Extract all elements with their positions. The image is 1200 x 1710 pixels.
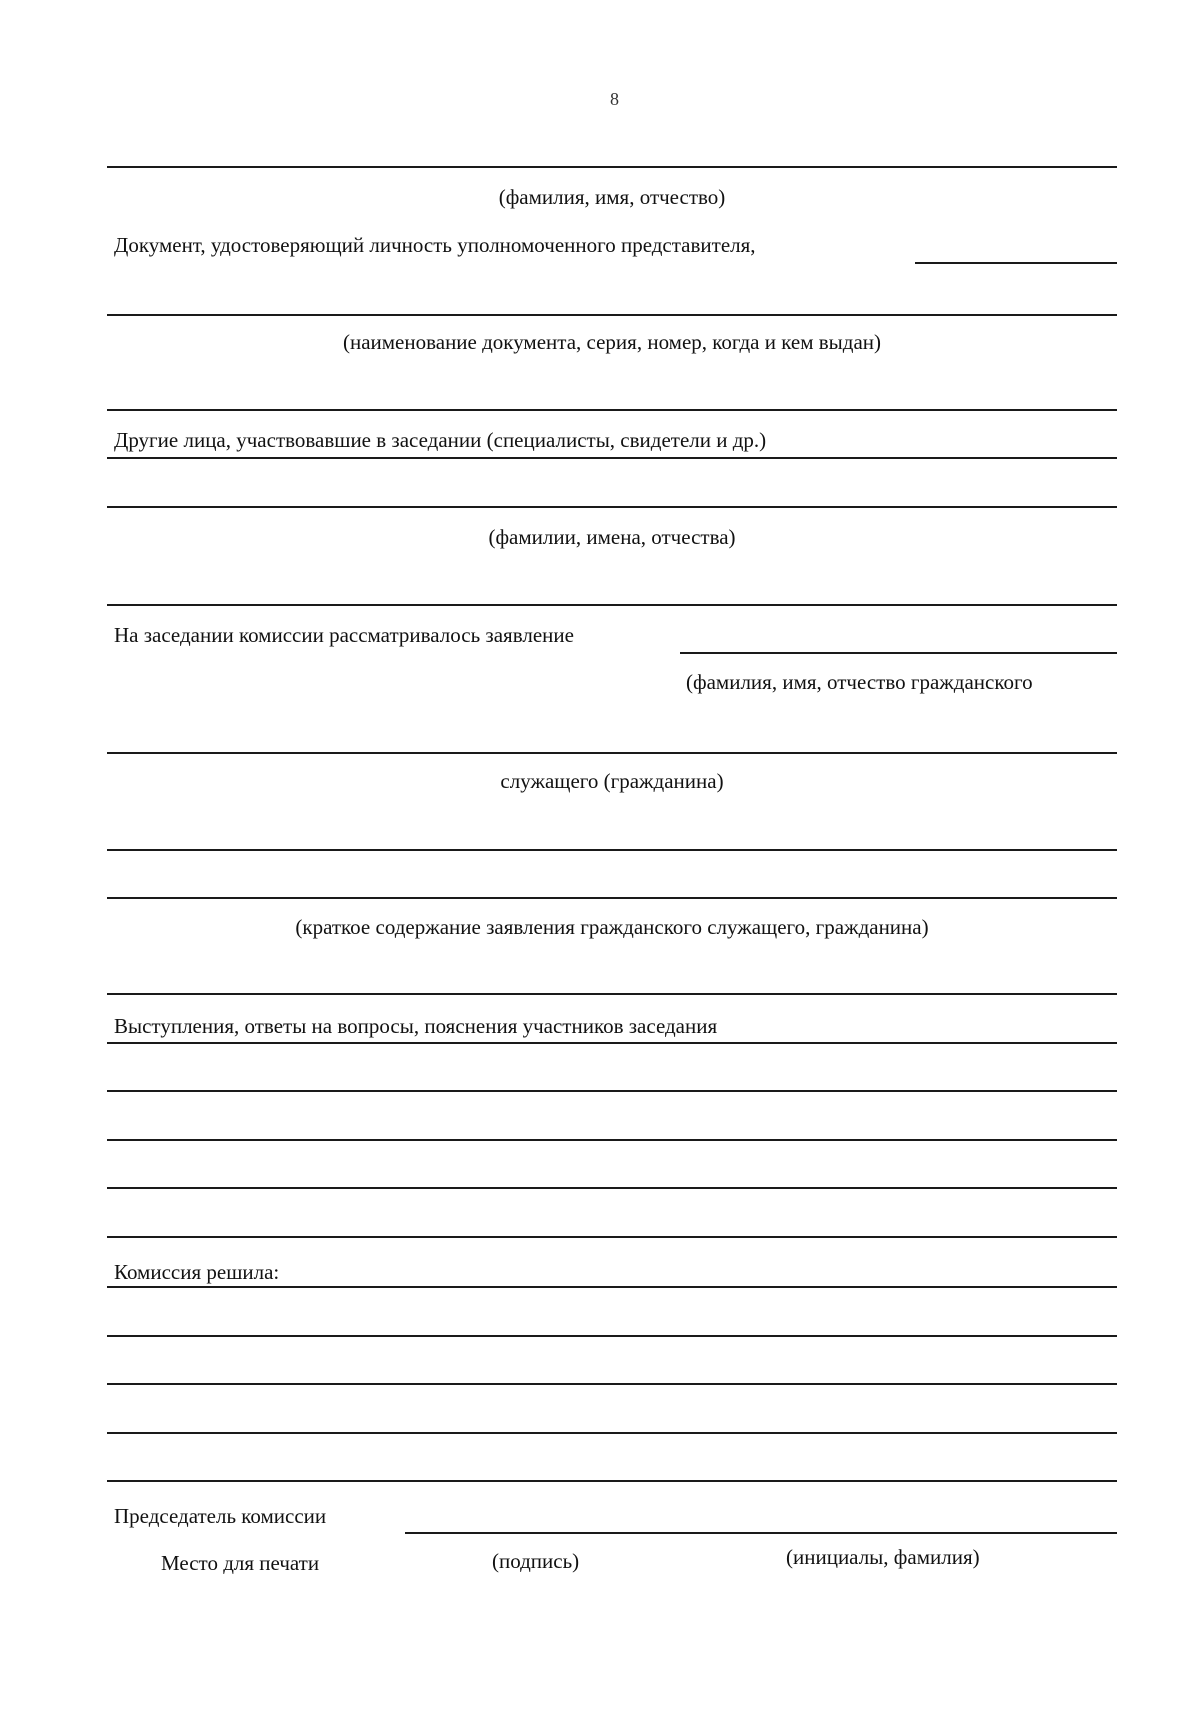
- application-line-top[interactable]: [107, 604, 1117, 606]
- rep-doc-line-short[interactable]: [915, 262, 1117, 264]
- speeches-line-top[interactable]: [107, 993, 1117, 995]
- caption-signature: (подпись): [492, 1549, 580, 1573]
- speeches-line-2[interactable]: [107, 1090, 1117, 1092]
- decision-line-5[interactable]: [107, 1480, 1117, 1482]
- speeches-line-4[interactable]: [107, 1187, 1117, 1189]
- chairman-signature-line[interactable]: [405, 1532, 1117, 1534]
- decision-line-3[interactable]: [107, 1383, 1117, 1385]
- decision-line-1[interactable]: [107, 1286, 1117, 1288]
- others-line-2[interactable]: [107, 506, 1117, 508]
- summary-line-2[interactable]: [107, 897, 1117, 899]
- rep-doc-line[interactable]: [107, 314, 1117, 316]
- others-line-1[interactable]: [107, 457, 1117, 459]
- speeches-label: Выступления, ответы на вопросы, пояснения участников заседания: [114, 1014, 718, 1038]
- caption-servant-2: служащего (гражданина): [500, 769, 724, 793]
- caption-servant-1: (фамилия, имя, отчество гражданского: [686, 670, 1033, 694]
- caption-doc: (наименование документа, серия, номер, когда и кем выдан): [342, 330, 882, 354]
- decision-line-2[interactable]: [107, 1335, 1117, 1337]
- chairman-label: Председатель комиссии: [114, 1504, 327, 1528]
- speeches-line-1[interactable]: [107, 1042, 1117, 1044]
- caption-fio: (фамилия, имя, отчество): [498, 185, 726, 209]
- speeches-line-3[interactable]: [107, 1139, 1117, 1141]
- page-number: 8: [610, 89, 619, 109]
- others-line-top[interactable]: [107, 409, 1117, 411]
- fio-line[interactable]: [107, 166, 1117, 168]
- servant-line[interactable]: [107, 752, 1117, 754]
- seal-place: Место для печати: [161, 1551, 320, 1575]
- application-label: На заседании комиссии рассматривалось заявление: [114, 623, 574, 647]
- caption-fios: (фамилии, имена, отчества): [488, 525, 736, 549]
- rep-doc-label: Документ, удостоверяющий личность уполномоченного представителя,: [114, 233, 756, 257]
- speeches-line-5[interactable]: [107, 1236, 1117, 1238]
- caption-initials: (инициалы, фамилия): [786, 1545, 980, 1569]
- application-line-short[interactable]: [680, 652, 1117, 654]
- decision-label: Комиссия решила:: [114, 1260, 280, 1284]
- caption-summary: (краткое содержание заявления гражданского служащего, гражданина): [295, 915, 929, 939]
- decision-line-4[interactable]: [107, 1432, 1117, 1434]
- others-label: Другие лица, участвовавшие в заседании (специалисты, свидетели и др.): [114, 428, 767, 452]
- summary-line-1[interactable]: [107, 849, 1117, 851]
